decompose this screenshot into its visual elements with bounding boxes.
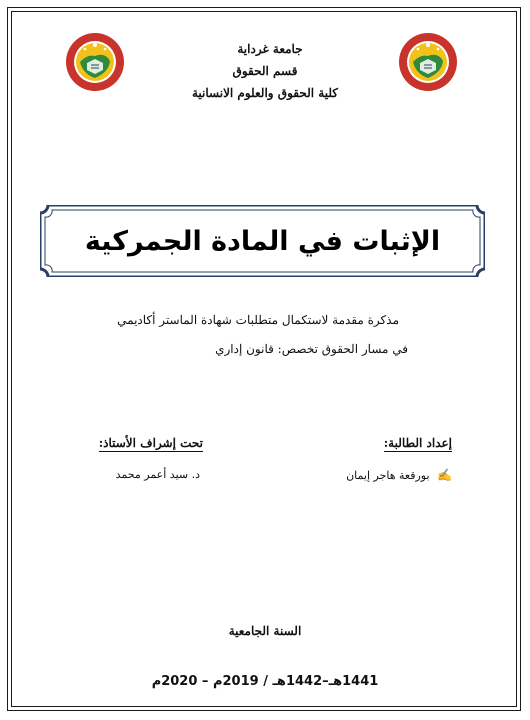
student-name-line bbox=[346, 468, 452, 482]
thesis-purpose: مذكرة مقدمة لاستكمال متطلبات شهادة الماستر أكاديمي bbox=[117, 313, 399, 327]
academic-year-value: 1441هـ–1442هـ / 2019م – 2020م bbox=[151, 674, 379, 689]
supervisor-label: تحت إشراف الأستاذ: bbox=[98, 436, 203, 450]
university-name: جامعة غرداية bbox=[237, 42, 303, 56]
university-logo-right bbox=[398, 32, 458, 92]
thesis-specialization: في مسار الحقوق تخصص: قانون إداري bbox=[215, 342, 408, 356]
student-name: بورقعة هاجر إيمان bbox=[346, 469, 430, 482]
supervisor-name: د. سيد أعمر محمد bbox=[115, 468, 200, 481]
thesis-title: الإثبات في المادة الجمركية bbox=[84, 225, 441, 257]
university-logo-left bbox=[65, 32, 125, 92]
department-name: قسم الحقوق bbox=[232, 64, 298, 78]
faculty-name: كلية الحقوق والعلوم الانسانية bbox=[191, 86, 339, 100]
academic-year-label: السنة الجامعية bbox=[228, 624, 302, 638]
quill-icon: ✍ bbox=[437, 468, 452, 482]
institution-header bbox=[150, 38, 380, 104]
student-label: إعداد الطالبة: bbox=[383, 436, 452, 450]
page-inner-border bbox=[11, 11, 517, 707]
